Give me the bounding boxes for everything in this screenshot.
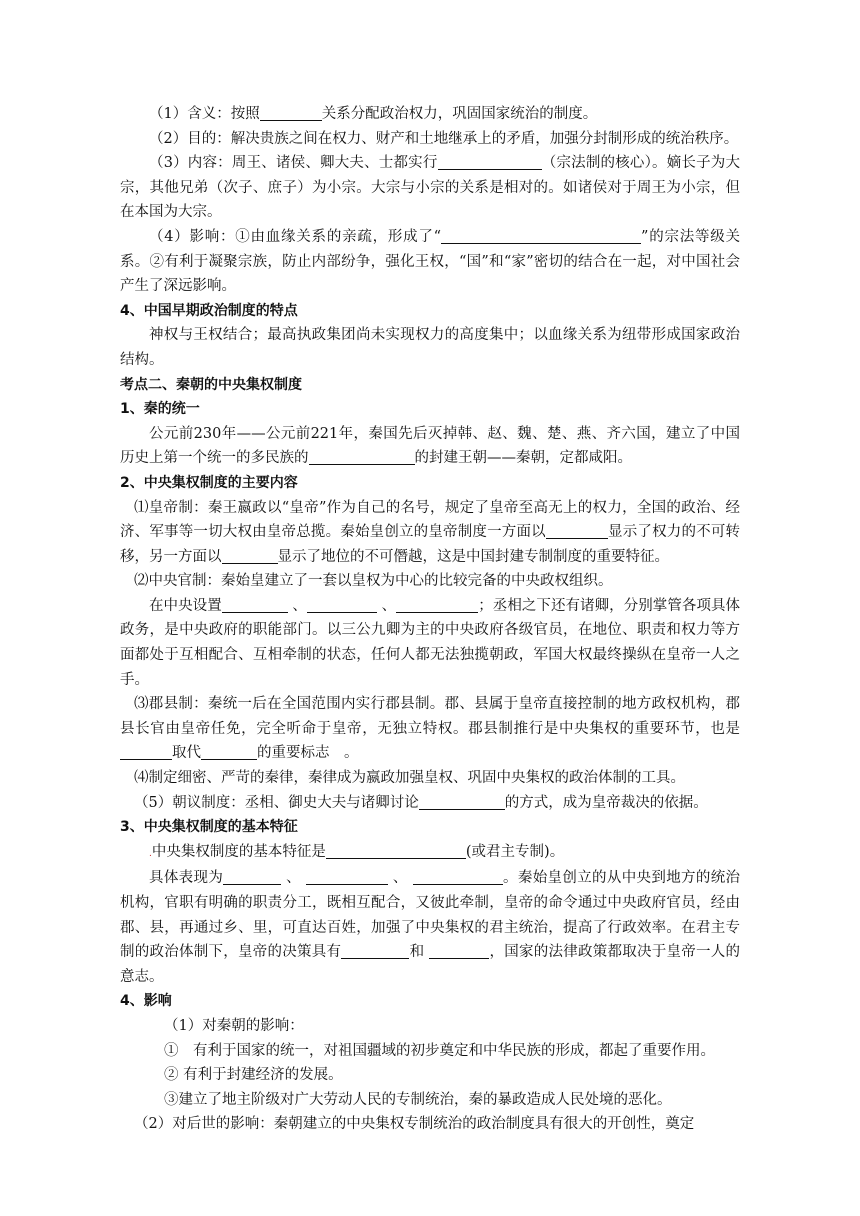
blank [429, 942, 489, 959]
paragraph-features: 神权与王权结合；最高执政集团尚未实现权力的高度集中；以血缘关系为纽带形成国家政治结构。 [120, 327, 740, 368]
paragraph-influence: （4）影响：①由血缘关系的亲疏，形成了“ ”的宗法等级关系。②有利于凝聚宗族，防止内部纷争，强化王权，“国”和“家”密切的结合在一起，对中国社会产生了深远影响。 [120, 228, 740, 295]
blank [306, 868, 388, 885]
heading-basic-features: 3、中央集权制度的基本特征 [120, 819, 298, 836]
heading-topic2: 考点二、秦朝的中央集权制度 [120, 376, 302, 393]
paragraph-basic-feature: .中央集权制度的基本特征是 (或君主专制)。 [149, 843, 565, 860]
paragraph-court-discussion: （5）朝议制度：丞相、御史大夫与诸卿讨论 的方式，成为皇帝裁决的依据。 [134, 794, 708, 811]
blank [419, 793, 505, 810]
paragraph-central-officials: ⑵中央官制：秦始皇建立了一套以皇权为中心的比较完备的中央政权组织。 [134, 573, 613, 590]
paragraph-impact-3: ③建立了地主阶级对广大劳动人民的专制统治，秦的暴政造成人民处境的恶化。 [164, 1091, 672, 1108]
blank [396, 596, 478, 613]
paragraph-impact-1: ① 有利于国家的统一，对祖国疆域的初步奠定和中华民族的形成，都起了重要作用。 [164, 1042, 715, 1059]
paragraph-content: （3）内容：周王、诸侯、卿大夫、士都实行 （宗法制的核心）。嫡长子为大宗，其他兄弟（次子、庶子）为小宗。大宗与小宗的关系是相对的。如诸侯对于周王为小宗，但在本国为大宗。 [120, 155, 740, 221]
blank [413, 868, 503, 885]
paragraph-unification: 公元前230年——公元前221年，秦国先后灭掉韩、赵、魏、楚、燕、齐六国，建立了中国历史上第一个统一的多民族的 的封建王朝——秦朝，定都咸阳。 [120, 425, 740, 467]
heading-features: 4、中国早期政治制度的特点 [120, 302, 298, 319]
blank [222, 596, 288, 613]
blank [201, 743, 257, 760]
blank [120, 743, 172, 760]
heading-main-content: 2、中央集权制度的主要内容 [120, 474, 298, 491]
blank [326, 842, 466, 859]
blank [307, 596, 377, 613]
heading-impact: 4、影响 [120, 993, 172, 1010]
blank [341, 942, 409, 959]
paragraph-central-setup: 在中央设置 、 、 ；丞相之下还有诸卿，分别掌管各项具体政务，是中央政府的职能部门。以三公九卿为主的中央政府各级官员，在地位、职责和权力等方面都处于互相配合、互相牵制的状态，任何人都无法独揽朝政，军国大权最终操纵在皇帝一人之手。 [120, 597, 741, 688]
paragraph-purpose: （2）目的：解决贵族之间在权力、财产和土地继承上的矛盾，加强分封制形成的统治秩序。 [149, 130, 739, 147]
paragraph-manifestations: 具体表现为 、 、 。秦始皇创立的从中央到地方的统治机构，官职有明确的职责分工，既相互配合，又彼此牵制，皇帝的命令通过中央政府官员，经由郡、县，再通过乡、里，可直达百姓，加强了中央集权的君主统治，提高了行政效率。在君主专制的政治体制下，皇帝的决策具有 和 ，国家的法律政策都取决于皇帝一人的意志。 [120, 870, 741, 985]
blank [260, 104, 322, 121]
heading-unification: 1、秦的统一 [120, 401, 200, 418]
blank [223, 868, 281, 885]
paragraph-prefecture: ⑶郡县制：秦统一后在全国范围内实行郡县制。郡、县属于皇帝直接控制的地方政权机构，郡县长官由皇帝任免，完全听命于皇帝，无独立特权。郡县制推行是中央集权的重要环节，也是取代 的重要标志 。 [120, 696, 740, 762]
blank [309, 448, 415, 465]
paragraph-impact-qin: （1）对秦朝的影响： [164, 1017, 304, 1034]
paragraph-impact-later: （2）对后世的影响：秦朝建立的中央集权专制统治的政治制度具有很大的开创性，奠定 [134, 1116, 695, 1133]
blank [438, 153, 542, 170]
blank [441, 227, 641, 244]
paragraph-qin-law: ⑷制定细密、严苛的秦律，秦律成为嬴政加强皇权、巩固中央集权的政治体制的工具。 [134, 770, 685, 787]
paragraph-emperor: ⑴皇帝制：秦王嬴政以“皇帝”作为自己的名号，规定了皇帝至高无上的权力，全国的政治、经济、军事等一切大权由皇帝总揽。秦始皇创立的皇帝制度一方面以 显示了权力的不可转移，另一方面以 显示了地位的不可僭越，这是中国封建专制制度的重要特征。 [120, 499, 741, 565]
document-page [120, 102, 740, 1137]
blank [222, 547, 278, 564]
paragraph-meaning: （1）含义：按照 关系分配政治权力，巩固国家统治的制度。 [149, 106, 598, 122]
paragraph-impact-2: ② 有利于封建经济的发展。 [164, 1067, 343, 1084]
blank [546, 522, 608, 539]
